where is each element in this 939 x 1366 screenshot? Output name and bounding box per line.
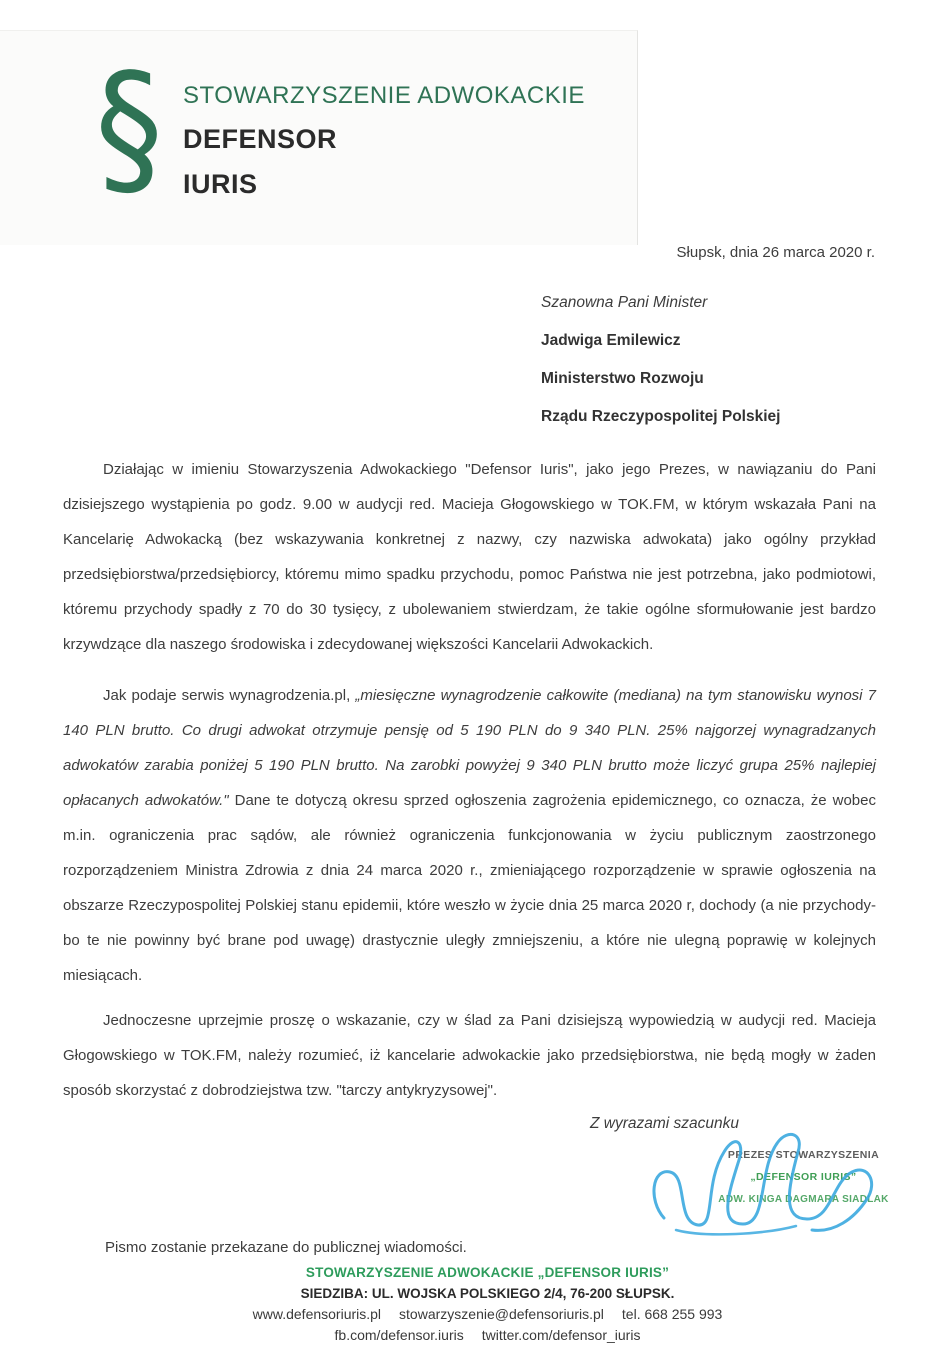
stamp-org: „DEFENSOR IURIS” (750, 1171, 857, 1183)
paragraph-2-quote: „miesięczne wynagrodzenie całkowite (mediana) na tym stanowisku wynosi 7 140 PLN brutto. Co drugi adwokat otrzymuje pensję od 5 190 PLN do 9 340 PLN. 25% najgorzej wynagradzanych adwokatów zarabia poniżej 5 190 PLN brutto. Na zarobki powyżej 9 340 PLN brutto może liczyć grupa 25% najlepiej opłacanych adwokatów." (63, 687, 876, 809)
letter-body (63, 452, 889, 1258)
footer-block (36, 1262, 939, 1346)
footer-socials (36, 1325, 939, 1346)
recipient-salutation: Szanowna Pani Minister (541, 294, 708, 311)
footer-address: SIEDZIBA: UL. WOJSKA POLSKIEGO 2/4, 76-200 SŁUPSK. (300, 1286, 675, 1301)
logo-association-name: STOWARZYSZENIE ADWOKACKIE (183, 82, 585, 109)
paragraph-2 (63, 678, 876, 993)
signature-scribble (646, 1122, 896, 1240)
signature-area (63, 1136, 889, 1226)
public-note: Pismo zostanie przekazane do publicznej wiadomości. (105, 1239, 467, 1256)
footer-email: stowarzyszenie@defensoriuris.pl (399, 1306, 604, 1322)
recipient-ministry: Ministerstwo Rozwoju (541, 370, 704, 387)
paragraph-1: Działając w imieniu Stowarzyszenia Adwokackiego "Defensor Iuris", jako jego Prezes, w nawiązaniu do Pani dzisiejszego wystąpienia po godz. 9.00 w audycji red. Macieja Głogowskiego w TOK.FM, w którym wskazała Pani na Kancelarię Adwokacką (bez wskazywania konkretnej z nazwy, czy nazwiska adwokata) jako ogólny przykład przedsiębiorstwa/przedsiębiorcy, któremu mimo spadku przychodu, pomoc Państwa nie jest potrzebna, jako podmiotowi, któremu przychody spadły z 70 do 30 tysięcy, z ubolewaniem stwierdzam, że takie ogólne sformułowanie jest bardzo krzywdzące dla naszego środowiska i zdecydowanej większości Kancelarii Adwokackich. (63, 461, 876, 653)
recipient-block (541, 284, 780, 436)
stamp-person: ADW. KINGA DAGMARA SIADLAK (718, 1194, 889, 1205)
footer-contacts (36, 1304, 939, 1325)
footer-website: www.defensoriuris.pl (252, 1306, 382, 1322)
footer-facebook: fb.com/defensor.iuris (334, 1327, 464, 1343)
closing-phrase: Z wyrazami szacunku (590, 1115, 740, 1132)
paragraph-2-intro: Jak podaje serwis wynagrodzenia.pl, (103, 687, 356, 704)
recipient-name: Jadwiga Emilewicz (541, 332, 681, 349)
recipient-government: Rządu Rzeczypospolitej Polskiej (541, 408, 781, 425)
footer-twitter: twitter.com/defensor_iuris (481, 1327, 641, 1343)
paragraph-2-rest: Dane te dotyczą okresu sprzed ogłoszenia zagrożenia epidemicznego, co oznacza, że wobec m.in. ograniczenia prac sądów, ale również ograniczenia funkcjonowania w życiu publicznym zaostrzonego rozporządzeniem Ministra Zdrowia z dnia 24 marca 2020 r., zmieniającego rozporządzenie w sprawie ogłoszenia na obszarze Rzeczypospolitej Polskiej stanu epidemii, które weszło w życie dnia 25 marca 2020 r, dochody (a nie przychody- bo te nie powinny być brane pod uwagę) drastycznie uległy zmniejszeniu, a które nie ulegną poprawię w kolejnych miesiącach. (63, 792, 876, 984)
footer-phone: tel. 668 255 993 (621, 1306, 723, 1322)
logo-text (183, 82, 585, 200)
stamp-title: PREZES STOWARZYSZENIA (727, 1149, 880, 1161)
paragraph-section-icon: § (95, 42, 164, 214)
paragraph-3: Jednoczesne uprzejmie proszę o wskazanie, czy w ślad za Pani dzisiejszą wypowiedzią w audycji red. Macieja Głogowskiego w TOK.FM, należy rozumieć, iż kancelarie adwokackie jako przedsiębiorstwa, nie będą mogły w żaden sposób skorzystać z dobrodziejstwa tzw. "tarczy antykryzysowej". (63, 1012, 876, 1099)
logo-name-iuris: IURIS (183, 169, 258, 199)
date-place-line: Słupsk, dnia 26 marca 2020 r. (676, 244, 875, 261)
footer-org-name: STOWARZYSZENIE ADWOKACKIE „DEFENSOR IURIS” (305, 1265, 670, 1280)
logo-name-defensor: DEFENSOR (183, 124, 338, 154)
